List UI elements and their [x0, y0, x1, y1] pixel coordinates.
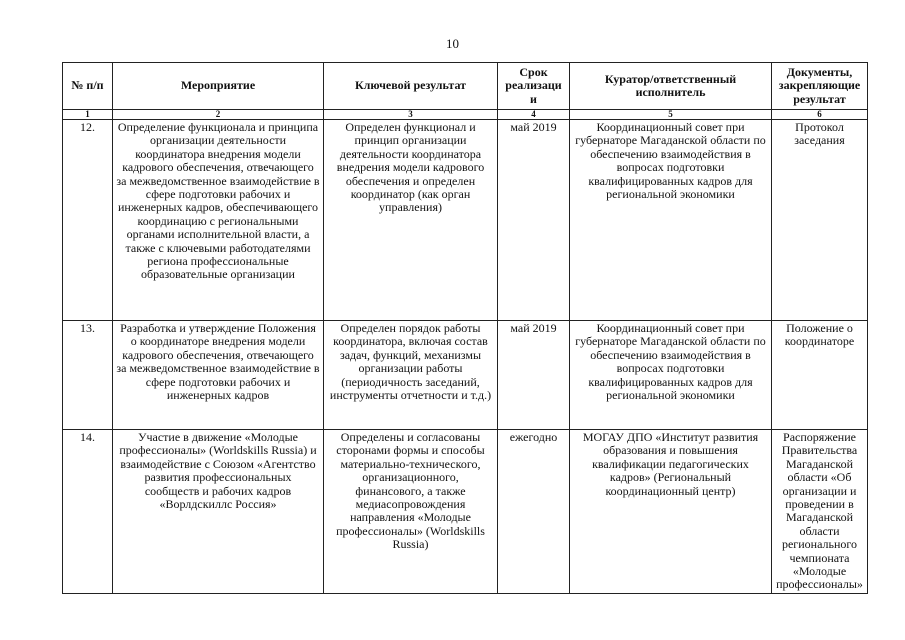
row-term: ежегодно	[498, 430, 570, 594]
row-curator: Координационный совет при губернаторе Магаданской области по обеспечению взаимодействия в вопросах подготовки квалифицированных кадров для региональной экономики	[570, 321, 772, 430]
column-number: 6	[772, 110, 868, 120]
table-row	[63, 430, 868, 594]
column-number: 4	[498, 110, 570, 120]
column-number: 5	[570, 110, 772, 120]
table-row	[63, 321, 868, 430]
row-number: 12.	[63, 120, 113, 321]
header-result: Ключевой результат	[324, 63, 498, 110]
action-plan-table	[62, 62, 868, 594]
header-event: Мероприятие	[113, 63, 324, 110]
header-num: № п/п	[63, 63, 113, 110]
table-row	[63, 120, 868, 321]
table-header-row	[63, 63, 868, 110]
row-result: Определены и согласованы сторонами формы и способы материально-технического, организационного, финансового, а также медиасопровождения направления «Молодые профессионалы» (Worldskills Russia)	[324, 430, 498, 594]
row-result: Определен порядок работы координатора, включая состав задач, функций, механизмы организации работы (периодичность заседаний, инструменты отчетности и т.д.)	[324, 321, 498, 430]
row-term: май 2019	[498, 321, 570, 430]
column-number: 1	[63, 110, 113, 120]
row-documents: Положение о координаторе	[772, 321, 868, 430]
header-curator: Куратор/ответственный исполнитель	[570, 63, 772, 110]
header-term: Срок реализаци и	[498, 63, 570, 110]
row-result: Определен функционал и принцип организации деятельности координатора внедрения модели кадрового обеспечения и определен координатор (как орган управления)	[324, 120, 498, 321]
row-term: май 2019	[498, 120, 570, 321]
row-event: Определение функционала и принципа организации деятельности координатора внедрения модели кадрового обеспечения, отвечающего за межведомственное взаимодействие в сфере подготовки рабочих и инженерных кадров, обеспечивающего координацию с региональными органами исполнительной власти, а также с ключевыми работодателями региона профессиональные образовательные организации	[113, 120, 324, 321]
row-number: 14.	[63, 430, 113, 594]
row-event: Участие в движение «Молодые профессионалы» (Worldskills Russia) и взаимодействие с Союзом «Агентство развития профессиональных сообществ и рабочих кадров «Ворлдскиллс Россия»	[113, 430, 324, 594]
row-number: 13.	[63, 321, 113, 430]
row-curator: Координационный совет при губернаторе Магаданской области по обеспечению взаимодействия в вопросах подготовки квалифицированных кадров для региональной экономики	[570, 120, 772, 321]
header-documents: Документы, закрепляющие результат	[772, 63, 868, 110]
row-documents: Протокол заседания	[772, 120, 868, 321]
row-event: Разработка и утверждение Положения о координаторе внедрения модели кадрового обеспечения, отвечающего за межведомственное взаимодействие в сфере подготовки рабочих и инженерных кадров	[113, 321, 324, 430]
row-curator: МОГАУ ДПО «Институт развития образования и повышения квалификации педагогических кадров» (Региональный координационный центр)	[570, 430, 772, 594]
column-number: 2	[113, 110, 324, 120]
column-numbers-row	[63, 110, 868, 120]
column-number: 3	[324, 110, 498, 120]
row-documents: Распоряжение Правительства Магаданской области «Об организации и проведении в Магаданской области регионального чемпионата «Молодые профессионалы»	[772, 430, 868, 594]
page-number: 10	[446, 36, 459, 51]
